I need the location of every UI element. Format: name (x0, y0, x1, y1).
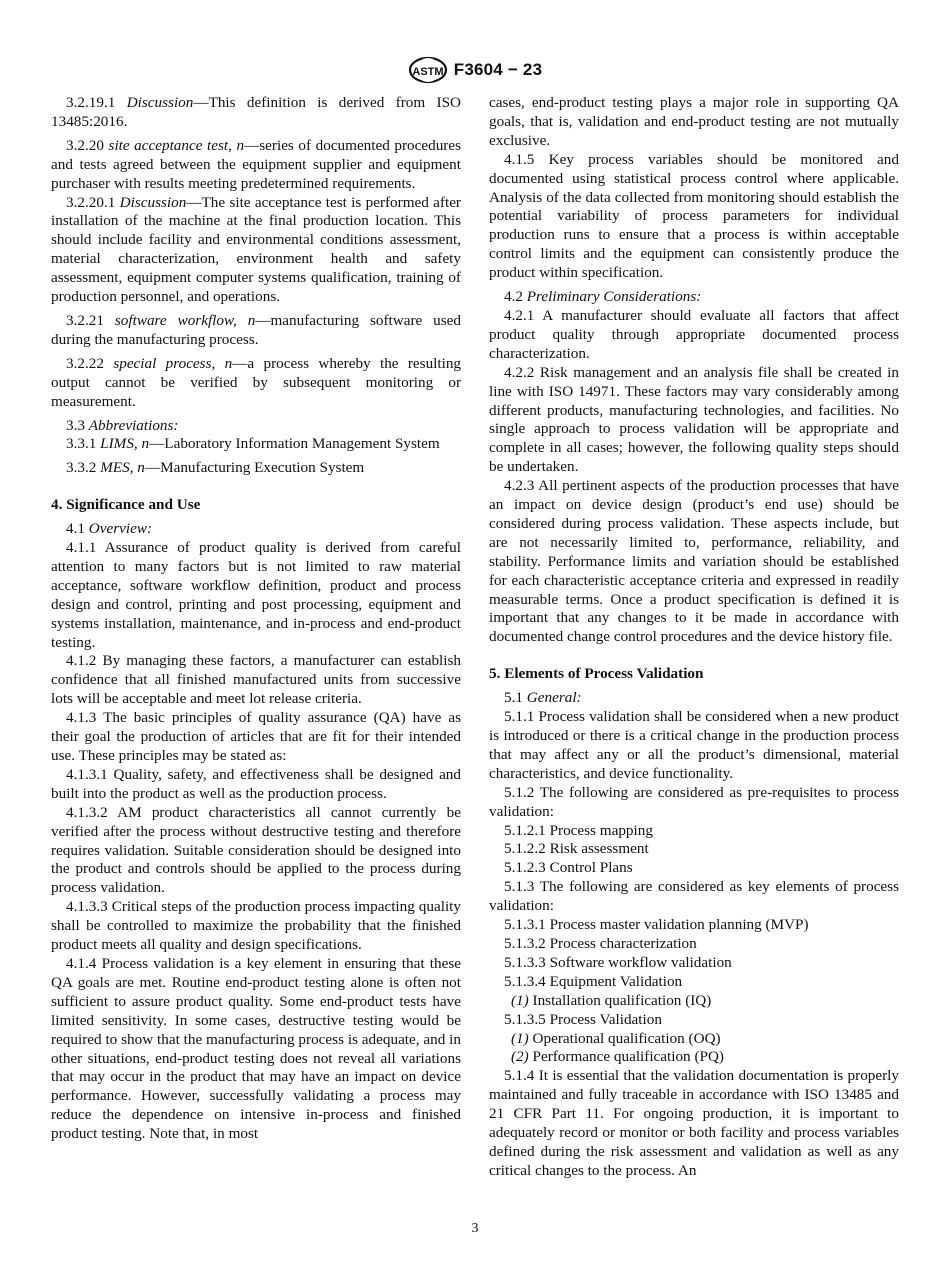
paragraph-4-2: 4.2 Preliminary Considerations: (504, 288, 702, 306)
page-header (0, 56, 950, 84)
paragraph-5-1: 5.1 General: (504, 689, 582, 707)
paragraph-3-2-20: 3.2.20 site acceptance test, n—series of documented procedures and tests agreed between the equipment supplier and equipment purchaser with results meeting predetermined requirements. (51, 136, 462, 192)
paragraph-5-1-3: 5.1.3 The following are considered as key elements of process validation: (489, 878, 899, 915)
paragraph-4-1-3-1: 4.1.3.1 Quality, safety, and effectiveness shall be designed and built into the product as well as the production process. (51, 765, 461, 802)
left-column (51, 94, 461, 1144)
paragraph-3-2-19-1: 3.2.19.1 Discussion—This definition is derived from ISO 13485:2016. (51, 94, 461, 130)
section-heading-4: 4. Significance and Use (51, 496, 201, 514)
paragraph-4-1: 4.1 Overview: (66, 520, 153, 538)
paragraph-continued: cases, end-product testing plays a major role in supporting QA goals, that is, validation and end-product testing are not mutually exclusive. (489, 94, 899, 149)
paragraph-3-3-2: 3.3.2 MES, n—Manufacturing Execution System (66, 459, 365, 477)
paragraph-5-1-2-3: 5.1.2.3 Control Plans (504, 859, 633, 877)
paragraph-4-1-3-3: 4.1.3.3 Critical steps of the production process impacting quality shall be controlled to maximize the probability that the finished product meets all quality and design specifications. (51, 898, 461, 954)
paragraph-5-1-3-4: 5.1.3.4 Equipment Validation (504, 972, 683, 990)
paragraph-5-1-1: 5.1.1 Process validation shall be considered when a new product is introduced or there is a critical change in the production process that may affect any or all the product’s dimensional, material characteristics, and device functionality. (489, 708, 899, 782)
paragraph-4-2-2: 4.2.2 Risk management and an analysis file shall be created in line with ISO 14971. These factors may vary considerably among different products, manufacturing technologies, and facilities. No single approach to process validation will be appropriate and complete in all cases; however, the following quality steps should be undertaken. (489, 363, 899, 476)
paragraph-5-1-3-2: 5.1.3.2 Process characterization (504, 934, 697, 952)
paragraph-3-2-22: 3.2.22 special process, n—a process whereby the resulting output cannot be verified by subsequent monitoring or measurement. (51, 354, 462, 410)
list-item-iq: (1) Installation qualification (IQ) (511, 991, 712, 1009)
paragraph-4-1-3: 4.1.3 The basic principles of quality assurance (QA) have as their goal the production of articles that are fit for their intended use. These principles may be stated as: (51, 709, 461, 764)
right-column (489, 94, 899, 1181)
paragraph-3-3: 3.3 Abbreviations: (66, 416, 179, 434)
list-item-pq: (2) Performance qualification (PQ) (511, 1048, 724, 1066)
paragraph-5-1-3-1: 5.1.3.1 Process master validation planning (MVP) (504, 916, 809, 934)
paragraph-3-2-21: 3.2.21 software workflow, n—manufacturing software used during the manufacturing process. (51, 311, 462, 348)
paragraph-5-1-3-5: 5.1.3.5 Process Validation (504, 1010, 662, 1028)
paragraph-5-1-2-2: 5.1.2.2 Risk assessment (504, 840, 649, 858)
paragraph-4-1-5: 4.1.5 Key process variables should be monitored and documented using statistical process control where applicable. Analysis of the data collected from monitoring should establish the potential variability of process parameters for individual production runs to ensure that a process is within acceptable control limits and the equipment can consistently produce the product within specification. (489, 150, 899, 282)
section-heading-5: 5. Elements of Process Validation (489, 665, 704, 683)
paragraph-3-3-1: 3.3.1 LIMS, n—Laboratory Information Management System (66, 435, 440, 453)
paragraph-4-1-2: 4.1.2 By managing these factors, a manufacturer can establish confidence that all finished manufactured units from successive lots will be acceptable and meet lot release criteria. (51, 652, 461, 708)
paragraph-5-1-2: 5.1.2 The following are considered as pre-requisites to process validation: (489, 783, 899, 820)
paragraph-5-1-4: 5.1.4 It is essential that the validation documentation is properly maintained and fully traceable in accordance with ISO 13485 and 21 CFR Part 11. For ongoing production, it is important to adequately record or monitor or both facility and process variables defined during the risk assessment and validation as well as any critical changes to the process. An (489, 1067, 899, 1179)
paragraph-4-2-1: 4.2.1 A manufacturer should evaluate all factors that affect product quality through appropriate documented process characterization. (489, 306, 899, 362)
list-item-oq: (1) Operational qualification (OQ) (511, 1029, 721, 1047)
paragraph-5-1-2-1: 5.1.2.1 Process mapping (504, 821, 653, 839)
astm-logo-icon (408, 56, 448, 84)
paragraph-5-1-3-3: 5.1.3.3 Software workflow validation (504, 953, 732, 971)
page-number: 3 (471, 1221, 479, 1236)
paragraph-4-1-3-2: 4.1.3.2 AM product characteristics all cannot currently be verified after the process without destructive testing and therefore requires validation. Suitable consideration should be designed into the product and controls should be applied to the process during process validation. (51, 803, 461, 897)
document-designation: F3604 − 23 (453, 60, 543, 79)
paragraph-4-1-1: 4.1.1 Assurance of product quality is derived from careful attention to many factors but is not limited to raw material acceptance, software workflow definition, product and process design and control, printing and post processing, equipment and systems installation, maintenance, and in-process and end-product testing. (51, 539, 461, 651)
logo-label: ASTM (412, 66, 444, 78)
paragraph-4-2-3: 4.2.3 All pertinent aspects of the production processes that have an impact on device design (product’s end use) should be considered during process validation. These aspects include, but are not necessarily limited to, performance, reliability, and stability. Performance limits and variation should be established for each characteristic acceptance criteria and expressed in readily measurable terms. Once a product specification is defined it is important that any changes to it be made in accordance with documented change control procedures and the device history file. (489, 477, 899, 646)
paragraph-3-2-20-1: 3.2.20.1 Discussion—The site acceptance test is performed after installation of the machine at the final production location. This should include facility and environmental conditions assessment, material characterization, environment health and safety assessment, equipment computer systems qualification, training of production personnel, and operations. (51, 193, 461, 306)
paragraph-4-1-4: 4.1.4 Process validation is a key element in ensuring that these QA goals are met. Routine end-product testing alone is often not sufficient to assure product quality. Some end-product tests have limited sensitivity. In some cases, destructive testing would be required to show that the manufacturing process is adequate, and in other situations, end-product testing does not reveal all variations that may occur in the product that may have an impact on device performance. However, successfully validating a process may reduce the dependence on intensive in-process and finished product testing. Note that, in most (51, 954, 461, 1143)
